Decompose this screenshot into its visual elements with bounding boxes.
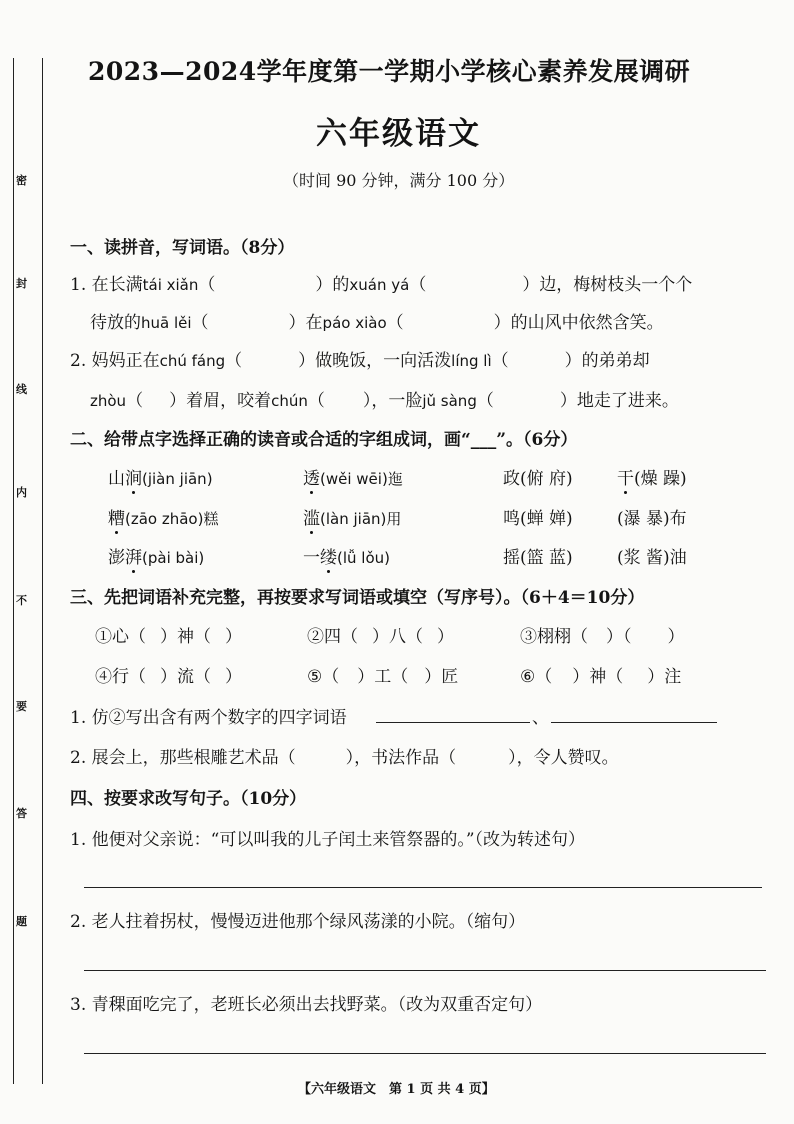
separator: 、 xyxy=(532,708,549,728)
text: 2. 妈妈正在 xyxy=(70,351,160,371)
char-choice: (篮 蓝) xyxy=(520,548,573,568)
char: 澎 xyxy=(108,548,125,568)
page-footer: 【六年级语文 第 1 页 共 4 页】 xyxy=(298,1082,495,1097)
text: 做晚饭，一向活泼 xyxy=(315,351,452,371)
text: 在 xyxy=(305,313,323,333)
seal-char: 不 xyxy=(16,594,27,607)
margin-line-outer xyxy=(13,58,14,1084)
idiom-part: ①心（ xyxy=(95,627,146,647)
dotted-char: 湃 xyxy=(125,548,142,568)
s2-item[interactable] xyxy=(303,464,403,489)
char: 油 xyxy=(669,548,687,568)
dotted-char: 干 xyxy=(617,469,634,489)
idiom-item[interactable] xyxy=(520,662,681,687)
char: 山 xyxy=(108,469,125,489)
char-choice: (浆 酱) xyxy=(617,548,670,568)
reading-choice: (lǚ lǒu) xyxy=(337,549,390,567)
char: 一 xyxy=(303,548,320,568)
idiom-item[interactable] xyxy=(307,622,454,647)
subject-title: 六年级语文 xyxy=(316,116,481,152)
text: 的山风中依然含笑。 xyxy=(510,313,664,333)
section-2-heading: 二、给带点字选择正确的读音或合适的字组成词，画“___”。（6分） xyxy=(70,430,578,450)
idiom-item[interactable] xyxy=(520,622,685,647)
char: 鸣 xyxy=(503,509,520,529)
text: 的弟弟却 xyxy=(581,351,650,371)
seal-char: 答 xyxy=(16,807,27,820)
idiom-item[interactable] xyxy=(95,622,242,647)
text: 1. 在长满 xyxy=(70,275,143,295)
s2-item[interactable] xyxy=(303,504,401,529)
char-choice: (燥 躁) xyxy=(634,469,687,489)
char-choice: (蝉 婵) xyxy=(520,509,573,529)
s2-item[interactable] xyxy=(108,543,204,568)
idiom-part: ③栩栩（ xyxy=(520,627,588,647)
dotted-char: 透 xyxy=(303,469,320,489)
answer-line[interactable] xyxy=(84,1053,766,1054)
s2-item[interactable] xyxy=(617,504,687,529)
text: 边，梅树枝头一个个 xyxy=(539,275,693,295)
pinyin: tái xiǎn xyxy=(142,276,199,294)
idiom-item[interactable] xyxy=(307,662,458,687)
question-text: ），书法作品（ xyxy=(345,748,457,768)
reading-choice: (zāo zhāo)糕 xyxy=(125,510,219,528)
seal-char: 内 xyxy=(16,486,27,499)
question-text: 1. 仿②写出含有两个数字的四字词语 xyxy=(70,708,347,728)
s3-q2 xyxy=(70,743,619,768)
s4-q3: 3. 青稞面吃完了，老班长必须出去找野菜。（改为双重否定句） xyxy=(70,995,543,1015)
text: ，一脸 xyxy=(371,391,423,411)
idiom-part: ⑥（ xyxy=(520,667,553,687)
char: 布 xyxy=(669,509,687,529)
idiom-part: ） xyxy=(667,627,685,647)
s3-q1 xyxy=(70,703,347,728)
section-4-heading: 四、按要求改写句子。（10分） xyxy=(70,789,307,809)
margin-line-inner xyxy=(42,58,43,1084)
text: 地走了进来。 xyxy=(576,391,679,411)
char-choice: (俯 府) xyxy=(520,469,573,489)
s2-item[interactable] xyxy=(108,464,213,489)
idiom-part: ）流（ xyxy=(160,667,211,687)
question-text: ），令人赞叹。 xyxy=(508,748,619,768)
idiom-part: ）神（ xyxy=(572,667,624,687)
s2-item[interactable] xyxy=(303,543,390,568)
idiom-part: ②四（ xyxy=(307,627,358,647)
seal-char: 题 xyxy=(16,915,27,928)
char: 摇 xyxy=(503,548,520,568)
s4-q2: 2. 老人拄着拐杖，慢慢迈进他那个绿风荡漾的小院。（缩句） xyxy=(70,912,526,932)
idiom-part: ）神（ xyxy=(160,627,211,647)
idiom-part: ）工（ xyxy=(357,667,409,687)
char: 政 xyxy=(503,469,520,489)
idiom-part: ） xyxy=(225,627,242,647)
s1-line-1: 1. 在长满tái xiǎn（ ）的xuán yá（ ）边，梅树枝头一个个 xyxy=(70,275,693,295)
idiom-part: ）（ xyxy=(606,627,632,647)
idiom-part: ）注 xyxy=(647,667,682,687)
seal-char: 封 xyxy=(16,277,27,290)
s2-item[interactable] xyxy=(503,464,573,489)
question-text: 2. 展会上，那些根雕艺术品（ xyxy=(70,748,296,768)
reading-choice: (làn jiān)用 xyxy=(320,510,402,528)
dotted-char: 糟 xyxy=(108,509,125,529)
seal-char: 密 xyxy=(16,174,27,187)
seal-char: 要 xyxy=(16,700,27,713)
idiom-part: ）匠 xyxy=(424,667,459,687)
s1-line-3: 2. 妈妈正在chú fáng（ ）做晚饭，一向活泼líng lì（ ）的弟弟却 xyxy=(70,351,650,371)
pinyin: huā lěi xyxy=(141,314,192,332)
section-3-heading: 三、先把词语补充完整，再按要求写词语或填空（写序号）。（6＋4＝10分） xyxy=(70,588,645,608)
exam-meta: （时间 90 分钟，满分 100 分） xyxy=(283,171,515,190)
idiom-part: ④行（ xyxy=(95,667,146,687)
dotted-char: 缕 xyxy=(320,548,337,568)
s4-q1: 1. 他便对父亲说：“可以叫我的儿子闰土来管祭器的。”（改为转述句） xyxy=(70,830,586,850)
pinyin: chú fáng xyxy=(159,352,226,370)
section-1-heading: 一、读拼音，写词语。（8分） xyxy=(70,238,295,258)
idiom-part: ⑤（ xyxy=(307,667,340,687)
dotted-char: 涧 xyxy=(125,469,142,489)
answer-line[interactable] xyxy=(376,722,530,723)
s2-item[interactable] xyxy=(503,543,573,568)
text: 待放的 xyxy=(90,313,141,333)
s2-item[interactable] xyxy=(617,543,687,568)
text: 的 xyxy=(332,275,350,295)
reading-choice: (jiàn jiān) xyxy=(142,470,213,488)
pinyin: jǔ sàng xyxy=(422,392,477,410)
pinyin: líng lì xyxy=(451,352,492,370)
answer-line[interactable] xyxy=(84,887,762,888)
page-title: 2023—2024学年度第一学期小学核心素养发展调研 xyxy=(88,57,691,86)
pinyin: páo xiào xyxy=(322,314,387,332)
char-choice: (瀑 暴) xyxy=(617,509,670,529)
reading-choice: (pài bài) xyxy=(142,549,205,567)
idiom-part: ） xyxy=(225,667,242,687)
reading-choice: (wěi wēi)迤 xyxy=(320,470,403,488)
pinyin: zhòu xyxy=(90,392,127,410)
idiom-item[interactable] xyxy=(95,662,242,687)
text: 着眉，咬着 xyxy=(186,391,272,411)
seal-char: 线 xyxy=(16,383,27,396)
answer-line[interactable] xyxy=(84,970,766,971)
pinyin: chún xyxy=(271,392,308,410)
s2-item[interactable] xyxy=(503,504,573,529)
idiom-part: ） xyxy=(437,627,454,647)
idiom-part: ）八（ xyxy=(372,627,423,647)
answer-line[interactable] xyxy=(551,722,717,723)
s2-item[interactable] xyxy=(617,464,687,489)
dotted-char: 滥 xyxy=(303,509,320,529)
s2-item[interactable] xyxy=(108,504,218,529)
s1-line-2: 待放的huā lěi（ ）在páo xiào（ ）的山风中依然含笑。 xyxy=(90,313,664,333)
s1-line-4: zhòu（ ）着眉，咬着chún（ ），一脸jǔ sàng（ ）地走了进来。 xyxy=(90,391,679,411)
pinyin: xuán yá xyxy=(349,276,410,294)
